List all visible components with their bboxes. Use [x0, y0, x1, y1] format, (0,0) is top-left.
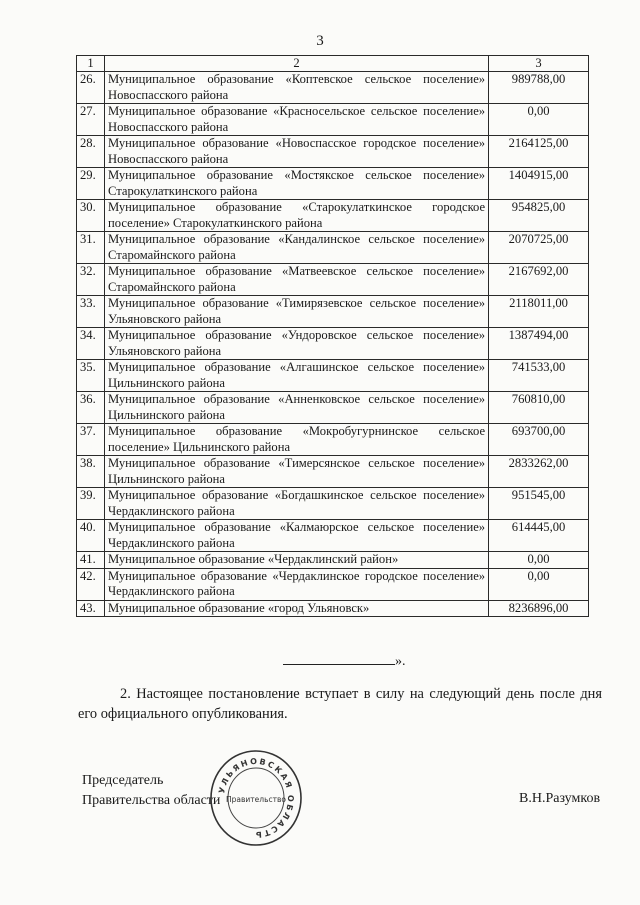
seal-center-text: Правительство: [226, 795, 286, 804]
row-number: 40.: [77, 520, 105, 552]
row-amount: 2167692,00: [489, 264, 589, 296]
table-row: [77, 168, 589, 200]
row-name: Муниципальное образование «Коптевское сельское поселение» Новоспасского района: [104, 72, 488, 104]
row-name: Муниципальное образование «Богдашкинское сельское поселение» Чердаклинского района: [104, 488, 488, 520]
table-row: [77, 360, 589, 392]
table-row: [77, 488, 589, 520]
row-name: Муниципальное образование «Кандалинское сельское поселение» Старомайнского района: [104, 232, 488, 264]
row-name: Муниципальное образование «Чердаклинский район»: [104, 552, 488, 569]
row-number: 26.: [77, 72, 105, 104]
row-name: Муниципальное образование «Мокробугурнинское сельское поселение» Цильнинского района: [104, 424, 488, 456]
row-amount: 741533,00: [489, 360, 589, 392]
row-amount: 1404915,00: [489, 168, 589, 200]
row-name: Муниципальное образование «Алгашинское сельское поселение» Цильнинского района: [104, 360, 488, 392]
row-amount: 760810,00: [489, 392, 589, 424]
row-number: 33.: [77, 296, 105, 328]
column-header-number: 1: [77, 56, 105, 72]
row-amount: 954825,00: [489, 200, 589, 232]
row-amount: 2070725,00: [489, 232, 589, 264]
row-number: 39.: [77, 488, 105, 520]
row-name: Муниципальное образование «Красносельское сельское поселение» Новоспасского района: [104, 104, 488, 136]
row-amount: 2118011,00: [489, 296, 589, 328]
row-number: 30.: [77, 200, 105, 232]
row-number: 32.: [77, 264, 105, 296]
row-number: 43.: [77, 600, 105, 617]
row-number: 42.: [77, 568, 105, 600]
row-amount: 2164125,00: [489, 136, 589, 168]
row-amount: 693700,00: [489, 424, 589, 456]
blank-line: [283, 652, 395, 665]
closing-quote: [283, 652, 406, 670]
signatory-title-line-1: Председатель: [82, 773, 164, 788]
row-number: 41.: [77, 552, 105, 569]
row-number: 37.: [77, 424, 105, 456]
row-amount: 0,00: [489, 552, 589, 569]
table-row: [77, 296, 589, 328]
row-name: Муниципальное образование «Матвеевское сельское поселение» Старомайнского района: [104, 264, 488, 296]
table-row: [77, 424, 589, 456]
column-header-amount: 3: [489, 56, 589, 72]
row-amount: 8236896,00: [489, 600, 589, 617]
row-number: 34.: [77, 328, 105, 360]
allocation-table: [76, 55, 589, 617]
row-name: Муниципальное образование «Чердаклинское городское поселение» Чердаклинского района: [104, 568, 488, 600]
row-number: 38.: [77, 456, 105, 488]
table-row: [77, 232, 589, 264]
row-name: Муниципальное образование «Старокулаткинское городское поселение» Старокулаткинского района: [104, 200, 488, 232]
table-row: [77, 328, 589, 360]
row-amount: 0,00: [489, 568, 589, 600]
row-amount: 1387494,00: [489, 328, 589, 360]
row-number: 29.: [77, 168, 105, 200]
page-number: 3: [316, 33, 324, 49]
row-name: Муниципальное образование «Мостякское сельское поселение» Старокулаткинского района: [104, 168, 488, 200]
table-row: [77, 552, 589, 569]
row-name: Муниципальное образование «Ундоровское сельское поселение» Ульяновского района: [104, 328, 488, 360]
row-number: 27.: [77, 104, 105, 136]
table-row: [77, 520, 589, 552]
table-row: [77, 104, 589, 136]
row-amount: 614445,00: [489, 520, 589, 552]
effective-date-paragraph: 2. Настоящее постановление вступает в силу на следующий день после дня его официального опубликования.: [78, 686, 602, 722]
row-amount: 951545,00: [489, 488, 589, 520]
table-row: [77, 264, 589, 296]
row-name: Муниципальное образование «Анненковское сельское поселение» Цильнинского района: [104, 392, 488, 424]
row-name: Муниципальное образование «Тимирязевское сельское поселение» Ульяновского района: [104, 296, 488, 328]
row-number: 36.: [77, 392, 105, 424]
column-header-name: 2: [104, 56, 488, 72]
row-number: 31.: [77, 232, 105, 264]
signatory-title: [82, 771, 220, 811]
row-amount: 2833262,00: [489, 456, 589, 488]
table-row: [77, 568, 589, 600]
table-row: [77, 456, 589, 488]
row-name: Муниципальное образование «Тимерсянское сельское поселение» Цильнинского района: [104, 456, 488, 488]
table-row: [77, 136, 589, 168]
table-row: [77, 600, 589, 617]
closing-mark: ».: [395, 654, 406, 669]
row-name: Муниципальное образование «Калмаюрское сельское поселение» Чердаклинского района: [104, 520, 488, 552]
official-seal: [208, 748, 304, 848]
table-row: [77, 200, 589, 232]
table-row: [77, 72, 589, 104]
signatory-name: В.Н.Разумков: [519, 791, 601, 806]
row-amount: 989788,00: [489, 72, 589, 104]
signatory-title-line-2: Правительства области: [82, 793, 221, 808]
row-name: Муниципальное образование «город Ульяновск»: [104, 600, 488, 617]
row-number: 35.: [77, 360, 105, 392]
row-name: Муниципальное образование «Новоспасское городское поселение» Новоспасского района: [104, 136, 488, 168]
table-header-row: [77, 56, 589, 72]
row-amount: 0,00: [489, 104, 589, 136]
table-row: [77, 392, 589, 424]
seal-ring-text: УЛЬЯНОВСКАЯ ОБЛАСТЬ: [217, 756, 296, 840]
row-number: 28.: [77, 136, 105, 168]
